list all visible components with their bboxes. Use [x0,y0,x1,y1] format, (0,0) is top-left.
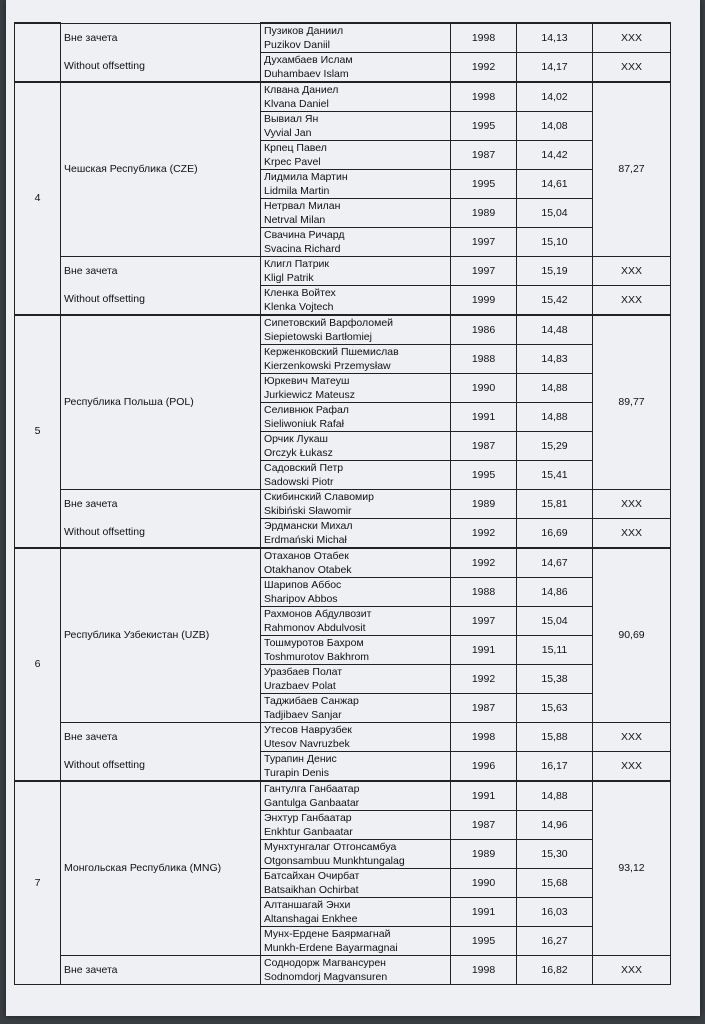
athlete-name-en: Kierzenkowski Przemysław [264,360,391,372]
athlete-name-ru: Лидмила Мартин [264,171,348,183]
athlete-name-ru: Нетрвал Милан [264,200,341,212]
excluded-mark: XXX [593,286,671,316]
table-row [15,315,671,345]
result-time: 14,88 [517,403,593,432]
athlete-name [261,403,451,432]
place-cell: 6 [15,548,61,781]
result-time: 15,04 [517,199,593,228]
birth-year: 1988 [451,578,517,607]
athlete-name-en: Vyvial Jan [264,127,312,139]
athlete-name-ru: Садовский Петр [264,462,344,474]
athlete-name [261,23,451,53]
athlete-name-en: Orczyk Łukasz [264,447,333,459]
birth-year: 1991 [451,781,517,811]
athlete-name-en: Siepietowski Bartłomiej [264,331,372,343]
birth-year: 1995 [451,461,517,490]
athlete-name-ru: Свачина Ричард [264,229,345,241]
athlete-name [261,694,451,723]
result-time: 14,02 [517,82,593,112]
offset-note: Вне зачета [61,23,261,53]
athlete-name-ru: Соднодорж Магвансурен [264,957,386,969]
result-time: 15,42 [517,286,593,316]
birth-year: 1998 [451,82,517,112]
result-time: 15,81 [517,490,593,519]
table-row [15,257,671,286]
birth-year: 1987 [451,432,517,461]
athlete-name-ru: Селивнюк Рафал [264,404,349,416]
team-total: 89,77 [593,315,671,490]
athlete-name-en: Jurkiewicz Mateusz [264,389,356,401]
athlete-name-ru: Клвана Даниел [264,84,339,96]
athlete-name-ru: Клигл Патрик [264,258,330,270]
result-time: 15,88 [517,723,593,752]
athlete-name-en: Otakhanov Otabek [264,564,352,576]
place-cell [15,23,61,82]
athlete-name-en: Gantulga Ganbaatar [264,797,360,809]
result-time: 14,61 [517,170,593,199]
athlete-name [261,286,451,316]
result-time: 14,67 [517,548,593,578]
athlete-name [261,548,451,578]
athlete-name-en: Sharipov Abbos [264,593,338,605]
athlete-name-ru: Мунх-Ердене Баярмагнай [264,928,391,940]
athlete-name [261,578,451,607]
birth-year: 1987 [451,141,517,170]
athlete-name-en: Utesov Navruzbek [264,738,350,750]
athlete-name-ru: Уразбаев Полат [264,666,343,678]
result-time: 14,17 [517,53,593,83]
athlete-name-ru: Отаханов Отабек [264,550,349,562]
athlete-name-en: Sadowski Piotr [264,476,334,488]
birth-year: 1987 [451,694,517,723]
athlete-name-en: Toshmurotov Bakhrom [264,651,370,663]
birth-year: 1988 [451,345,517,374]
athlete-name-en: Skibiński Sławomir [264,505,352,517]
birth-year: 1990 [451,869,517,898]
result-time: 15,63 [517,694,593,723]
athlete-name [261,345,451,374]
results-table [14,22,671,985]
birth-year: 1999 [451,286,517,316]
result-time: 15,19 [517,257,593,286]
birth-year: 1998 [451,23,517,53]
athlete-name [261,927,451,956]
athlete-name-ru: Алтаншагай Энхи [264,899,351,911]
country-cell: Чешская Республика (CZE) [61,82,261,257]
birth-year: 1997 [451,257,517,286]
result-time: 16,82 [517,956,593,985]
result-time: 15,29 [517,432,593,461]
excluded-mark: XXX [593,257,671,286]
athlete-name-ru: Орчик Лукаш [264,433,328,445]
results-table-body [15,23,671,985]
birth-year: 1997 [451,607,517,636]
athlete-name-ru: Юркевич Матеуш [264,375,350,387]
excluded-mark: XXX [593,956,671,985]
birth-year: 1998 [451,956,517,985]
table-row [15,752,671,782]
athlete-name-ru: Тошмуротов Бахром [264,637,364,649]
result-time: 14,86 [517,578,593,607]
table-row [15,53,671,83]
athlete-name-en: Svacina Richard [264,243,341,255]
result-time: 15,11 [517,636,593,665]
result-time: 14,88 [517,781,593,811]
birth-year: 1992 [451,665,517,694]
athlete-name-en: Netrval Milan [264,214,326,226]
table-row [15,490,671,519]
athlete-name-ru: Эрдмански Михал [264,520,353,532]
birth-year: 1996 [451,752,517,782]
table-row [15,286,671,316]
document-page [6,0,700,1016]
athlete-name [261,53,451,83]
result-time: 15,68 [517,869,593,898]
result-time: 14,83 [517,345,593,374]
offset-note: Without offsetting [61,519,261,549]
athlete-name-en: Munkh-Erdene Bayarmagnai [264,942,398,954]
offset-note: Without offsetting [61,752,261,782]
place-cell: 5 [15,315,61,548]
table-row [15,82,671,112]
athlete-name-en: Tadjibaev Sanjar [264,709,342,721]
result-time: 14,96 [517,811,593,840]
athlete-name-ru: Скибинский Славомир [264,491,374,503]
birth-year: 1987 [451,811,517,840]
excluded-mark: XXX [593,519,671,549]
birth-year: 1992 [451,548,517,578]
result-time: 14,42 [517,141,593,170]
athlete-name-ru: Пузиков Даниил [264,25,344,37]
athlete-name-ru: Шарипов Аббос [264,579,342,591]
place-cell: 7 [15,781,61,985]
birth-year: 1992 [451,53,517,83]
excluded-mark: XXX [593,23,671,53]
team-total: 87,27 [593,82,671,257]
country-cell: Республика Польша (POL) [61,315,261,490]
table-row [15,956,671,985]
athlete-name [261,636,451,665]
athlete-name [261,82,451,112]
athlete-name-ru: Батсайхан Очирбат [264,870,360,882]
athlete-name [261,141,451,170]
athlete-name-ru: Мунхтунгалаг Отгонсамбуа [264,841,397,853]
athlete-name-ru: Сипетовский Варфоломей [264,317,394,329]
birth-year: 1991 [451,636,517,665]
birth-year: 1989 [451,490,517,519]
birth-year: 1991 [451,898,517,927]
result-time: 15,30 [517,840,593,869]
athlete-name-en: Lidmila Martin [264,185,330,197]
athlete-name-ru: Энхтур Ганбаатар [264,812,352,824]
athlete-name-en: Urazbaev Polat [264,680,336,692]
result-time: 16,27 [517,927,593,956]
offset-note: Without offsetting [61,286,261,316]
athlete-name [261,840,451,869]
birth-year: 1992 [451,519,517,549]
birth-year: 1997 [451,228,517,257]
offset-note: Вне зачета [61,723,261,752]
athlete-name [261,665,451,694]
athlete-name [261,607,451,636]
athlete-name [261,956,451,985]
country-cell: Республика Узбекистан (UZB) [61,548,261,723]
athlete-name-en: Krpec Pavel [264,156,321,168]
result-time: 16,17 [517,752,593,782]
table-row [15,781,671,811]
result-time: 15,10 [517,228,593,257]
athlete-name [261,199,451,228]
athlete-name [261,374,451,403]
birth-year: 1990 [451,374,517,403]
athlete-name [261,811,451,840]
athlete-name-en: Turapin Denis [264,767,329,779]
table-row [15,723,671,752]
result-time: 14,88 [517,374,593,403]
athlete-name-en: Rahmonov Abdulvosit [264,622,366,634]
result-time: 15,41 [517,461,593,490]
athlete-name-ru: Вывиал Ян [264,113,319,125]
athlete-name-ru: Духамбаев Ислам [264,54,353,66]
athlete-name [261,257,451,286]
table-row [15,23,671,53]
athlete-name-ru: Крпец Павел [264,142,327,154]
birth-year: 1995 [451,170,517,199]
athlete-name [261,170,451,199]
birth-year: 1989 [451,199,517,228]
table-row [15,519,671,549]
birth-year: 1995 [451,927,517,956]
offset-note: Вне зачета [61,257,261,286]
athlete-name-en: Altanshagai Enkhee [264,913,358,925]
athlete-name [261,228,451,257]
excluded-mark: XXX [593,490,671,519]
athlete-name [261,490,451,519]
athlete-name-ru: Керженковский Пшемислав [264,346,399,358]
athlete-name-en: Puzikov Daniil [264,39,330,51]
athlete-name-en: Duhambaev Islam [264,68,349,80]
athlete-name [261,723,451,752]
athlete-name-ru: Гантулга Ганбаатар [264,783,360,795]
athlete-name [261,519,451,549]
athlete-name-ru: Таджибаев Санжар [264,695,359,707]
athlete-name-en: Enkhtur Ganbaatar [264,826,353,838]
athlete-name [261,781,451,811]
result-time: 14,48 [517,315,593,345]
birth-year: 1995 [451,112,517,141]
result-time: 14,13 [517,23,593,53]
athlete-name [261,432,451,461]
athlete-name-ru: Рахмонов Абдулвозит [264,608,372,620]
athlete-name-ru: Турапин Денис [264,753,337,765]
athlete-name-en: Batsaikhan Ochirbat [264,884,359,896]
offset-note: Without offsetting [61,53,261,83]
offset-note: Вне зачета [61,490,261,519]
athlete-name [261,112,451,141]
athlete-name-en: Klvana Daniel [264,98,329,110]
athlete-name-en: Sieliwoniuk Rafał [264,418,344,430]
table-row [15,548,671,578]
athlete-name-en: Sodnomdorj Magvansuren [264,971,388,983]
athlete-name [261,315,451,345]
excluded-mark: XXX [593,723,671,752]
result-time: 14,08 [517,112,593,141]
athlete-name [261,869,451,898]
offset-note: Вне зачета [61,956,261,985]
athlete-name [261,461,451,490]
excluded-mark: XXX [593,752,671,782]
athlete-name-en: Kligl Patrik [264,272,314,284]
athlete-name [261,752,451,782]
result-time: 16,69 [517,519,593,549]
birth-year: 1986 [451,315,517,345]
athlete-name-ru: Кленка Войтех [264,287,336,299]
birth-year: 1991 [451,403,517,432]
excluded-mark: XXX [593,53,671,83]
birth-year: 1998 [451,723,517,752]
place-cell: 4 [15,82,61,315]
athlete-name [261,898,451,927]
result-time: 16,03 [517,898,593,927]
country-cell: Монгольская Республика (MNG) [61,781,261,956]
athlete-name-ru: Утесов Наврузбек [264,724,352,736]
athlete-name-en: Otgonsambuu Munkhtungalag [264,855,405,867]
birth-year: 1989 [451,840,517,869]
result-time: 15,04 [517,607,593,636]
athlete-name-en: Erdmański Michał [264,534,347,546]
team-total: 90,69 [593,548,671,723]
team-total: 93,12 [593,781,671,956]
result-time: 15,38 [517,665,593,694]
athlete-name-en: Klenka Vojtech [264,301,334,313]
